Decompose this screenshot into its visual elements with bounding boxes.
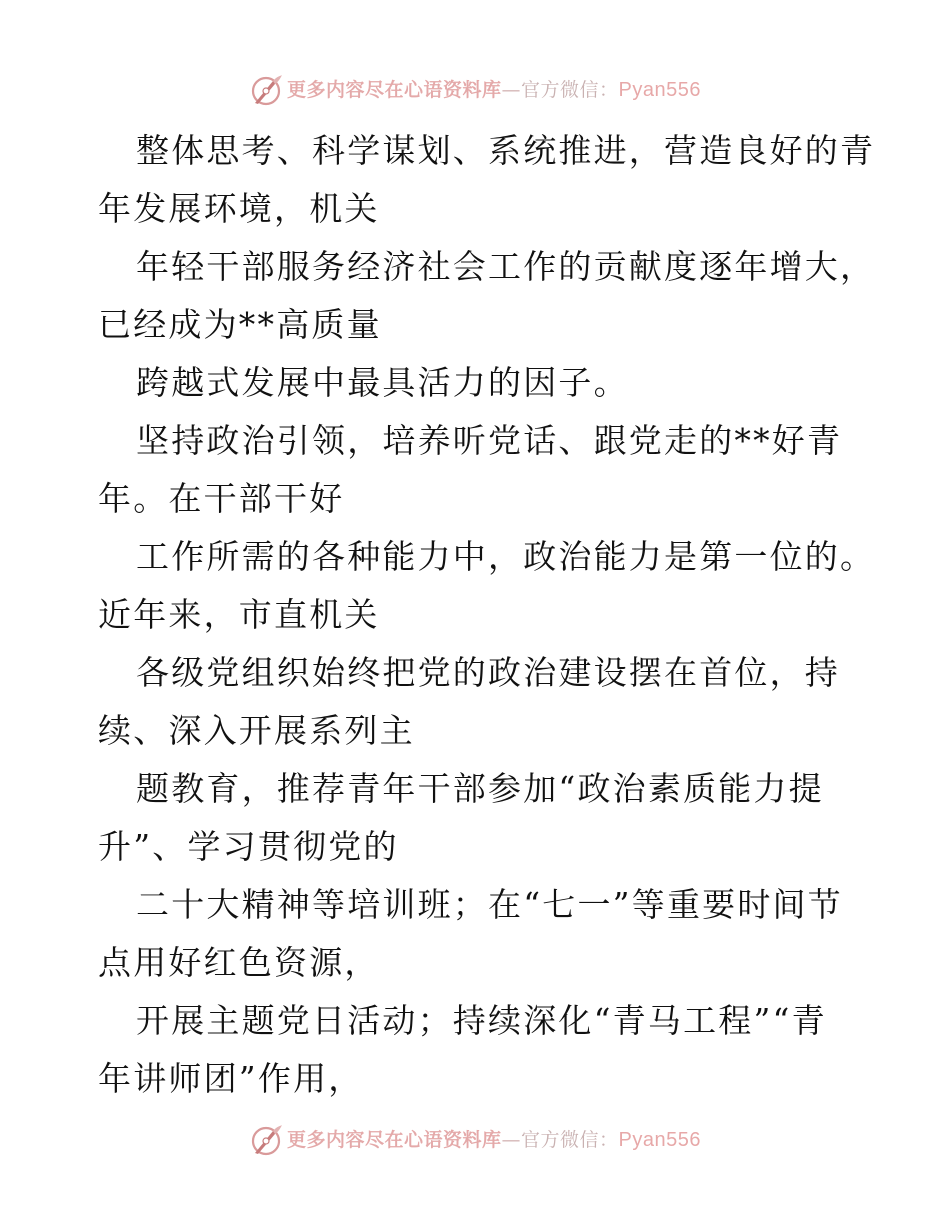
- text-line: 升”、学习贯彻党的: [98, 827, 399, 866]
- text-line: 已经成为**高质量: [98, 305, 382, 344]
- text-line: 开展主题党日活动；持续深化“青马工程”“青: [136, 1001, 827, 1040]
- header-wechat-id: Pyan556: [618, 79, 701, 101]
- text-line: 年。在干部干好: [98, 479, 345, 518]
- text-line: 二十大精神等培训班；在“七一”等重要时间节: [136, 885, 843, 924]
- text-line: 跨越式发展中最具活力的因子。: [136, 363, 629, 402]
- footer-site-name: 更多内容尽在心语资料库: [287, 1129, 502, 1151]
- text-line: 年发展环境，机关: [98, 189, 380, 228]
- quill-pen-logo-icon: [249, 1123, 283, 1157]
- text-line: 坚持政治引领，培养听党话、跟党走的**好青: [136, 421, 843, 460]
- text-line: 各级党组织始终把党的政治建设摆在首位，持: [136, 653, 840, 692]
- quill-pen-logo-icon: [249, 73, 283, 107]
- text-line: 年轻干部服务经济社会工作的贡献度逐年增大，: [136, 247, 876, 286]
- body-text: [98, 122, 876, 1108]
- header-watermark: [0, 70, 950, 110]
- footer-dash: —: [501, 1129, 522, 1151]
- footer-watermark: [0, 1120, 950, 1160]
- text-line: 整体思考、科学谋划、系统推进，营造良好的青: [136, 131, 876, 170]
- header-site-name: 更多内容尽在心语资料库: [287, 79, 502, 101]
- text-line: 工作所需的各种能力中，政治能力是第一位的。: [136, 537, 876, 576]
- text-line: 近年来，市直机关: [98, 595, 380, 634]
- header-dash: —: [501, 79, 522, 101]
- footer-wechat-label: 官方微信：: [521, 1129, 619, 1151]
- footer-wechat-id: Pyan556: [618, 1129, 701, 1151]
- text-line: 题教育，推荐青年干部参加“政治素质能力提: [136, 769, 824, 808]
- text-line: 续、深入开展系列主: [98, 711, 415, 750]
- header-wechat-label: 官方微信：: [521, 79, 619, 101]
- text-line: 年讲师团”作用，: [98, 1059, 364, 1098]
- text-line: 点用好红色资源，: [98, 943, 380, 982]
